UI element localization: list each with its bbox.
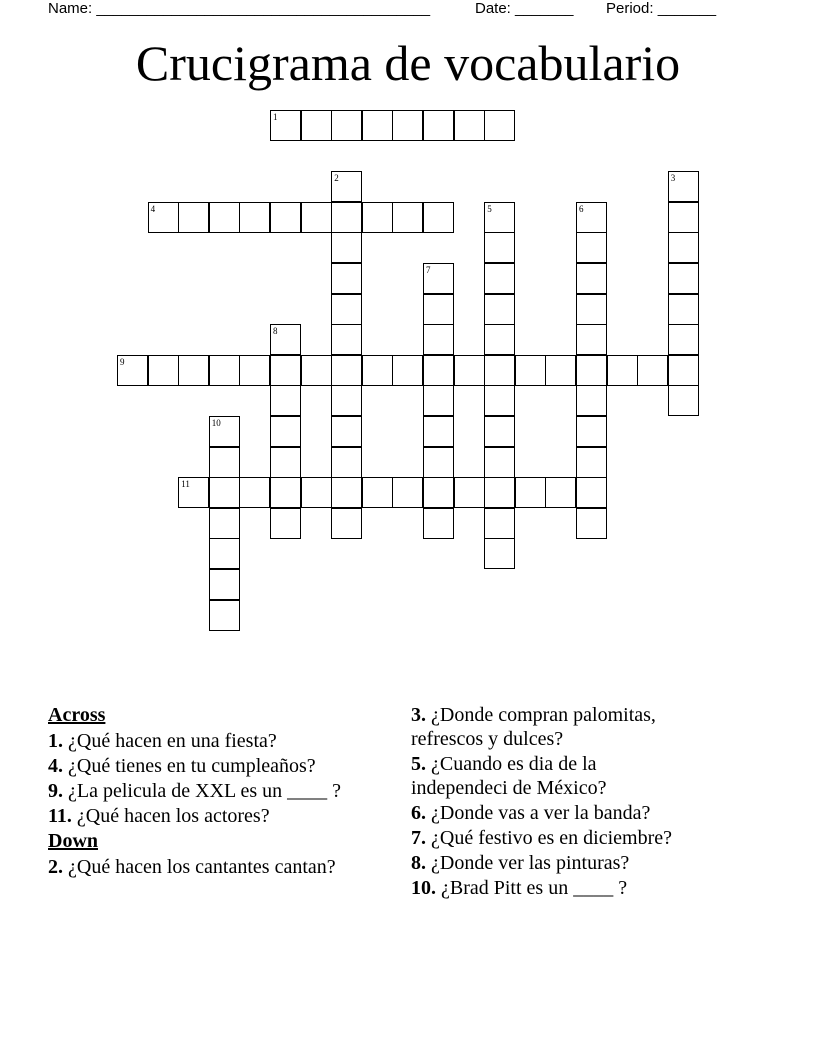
grid-cell[interactable]	[637, 355, 668, 386]
grid-cell[interactable]	[117, 355, 148, 386]
grid-cell[interactable]	[576, 385, 607, 416]
grid-cell[interactable]	[668, 294, 699, 325]
clue-number: 7	[426, 265, 431, 275]
clue-across-1: 1. ¿Qué hacen en una fiesta?	[48, 730, 277, 752]
grid-cell[interactable]	[423, 447, 454, 478]
across-heading: Across	[48, 704, 106, 726]
grid-cell[interactable]	[178, 355, 209, 386]
grid-cell[interactable]	[178, 202, 209, 233]
grid-cell[interactable]	[392, 477, 423, 508]
grid-cell[interactable]	[209, 447, 240, 478]
grid-cell[interactable]	[484, 447, 515, 478]
grid-cell[interactable]	[331, 477, 362, 508]
grid-cell[interactable]	[301, 355, 332, 386]
grid-cell[interactable]	[668, 385, 699, 416]
grid-cell[interactable]	[484, 232, 515, 263]
grid-cell[interactable]	[331, 508, 362, 539]
grid-cell[interactable]	[148, 202, 179, 233]
grid-cell[interactable]	[576, 355, 607, 386]
period-field[interactable]: Period: _______	[606, 0, 717, 17]
clue-across-4: 4. ¿Qué tienes en tu cumpleaños?	[48, 755, 316, 777]
grid-cell[interactable]	[209, 569, 240, 600]
clue-number: 3	[670, 173, 676, 184]
grid-cell[interactable]	[484, 110, 515, 141]
name-field[interactable]: Name: ________________________________________	[48, 0, 431, 17]
clue-down-10: 10. ¿Brad Pitt es un ____ ?	[411, 877, 628, 899]
grid-cell[interactable]	[484, 294, 515, 325]
grid-cell[interactable]	[331, 171, 362, 202]
clue-number: 4	[150, 203, 156, 214]
clue-number: 8	[273, 326, 278, 337]
grid-cell[interactable]	[668, 263, 699, 294]
grid-cell[interactable]	[576, 416, 607, 447]
grid-cell[interactable]	[362, 202, 393, 233]
grid-cell[interactable]	[576, 324, 607, 355]
grid-cell[interactable]	[331, 294, 362, 325]
grid-cell[interactable]	[484, 538, 515, 569]
clues-left-column	[48, 703, 388, 880]
grid-cell[interactable]	[331, 202, 362, 233]
grid-cell[interactable]	[668, 171, 699, 202]
grid-cell[interactable]	[545, 355, 576, 386]
grid-cell[interactable]	[362, 355, 393, 386]
grid-cell[interactable]	[423, 294, 454, 325]
grid-cell[interactable]	[423, 110, 454, 141]
grid-cell[interactable]	[331, 110, 362, 141]
grid-cell[interactable]	[423, 416, 454, 447]
grid-cell[interactable]	[484, 263, 515, 294]
grid-cell[interactable]	[484, 416, 515, 447]
grid-cell[interactable]	[331, 385, 362, 416]
grid-cell[interactable]	[270, 110, 301, 141]
grid-cell[interactable]	[209, 538, 240, 569]
clue-number: 2	[334, 173, 339, 184]
clue-down-8: 8. ¿Donde ver las pinturas?	[411, 852, 630, 874]
grid-cell[interactable]	[270, 324, 301, 355]
grid-cell[interactable]	[423, 385, 454, 416]
grid-cell[interactable]	[239, 477, 270, 508]
grid-cell[interactable]	[239, 202, 270, 233]
clue-down-7: 7. ¿Qué festivo es en diciembre?	[411, 827, 673, 849]
grid-cell[interactable]	[576, 294, 607, 325]
grid-cell[interactable]	[454, 110, 485, 141]
grid-cell[interactable]	[515, 477, 546, 508]
clue-number: 10	[211, 418, 221, 428]
clue-down-6: 6. ¿Donde vas a ver la banda?	[411, 802, 651, 824]
grid-cell[interactable]	[484, 324, 515, 355]
grid-cell[interactable]	[484, 355, 515, 386]
clue-number: 9	[120, 356, 125, 367]
grid-cell[interactable]	[209, 508, 240, 539]
grid-cell[interactable]	[270, 508, 301, 539]
grid-cell[interactable]	[148, 355, 179, 386]
grid-cell[interactable]	[576, 477, 607, 508]
grid-cell[interactable]	[576, 232, 607, 263]
grid-cell[interactable]	[209, 355, 240, 386]
grid-cell[interactable]	[454, 355, 485, 386]
grid-cell[interactable]	[576, 202, 607, 233]
grid-cell[interactable]	[209, 477, 240, 508]
clue-across-9: 9. ¿La pelicula de XXL es un ____ ?	[48, 780, 342, 802]
grid-cell[interactable]	[270, 416, 301, 447]
grid-cell[interactable]	[484, 508, 515, 539]
grid-cell[interactable]	[270, 477, 301, 508]
grid-cell[interactable]	[270, 202, 301, 233]
grid-cell[interactable]	[576, 447, 607, 478]
grid-cell[interactable]	[484, 202, 515, 233]
grid-cell[interactable]	[576, 263, 607, 294]
grid-cell[interactable]	[270, 447, 301, 478]
grid-cell[interactable]	[668, 355, 699, 386]
grid-cell[interactable]	[392, 110, 423, 141]
grid-cell[interactable]	[209, 600, 240, 631]
grid-cell[interactable]	[331, 416, 362, 447]
grid-cell[interactable]	[209, 202, 240, 233]
grid-cell[interactable]	[454, 477, 485, 508]
grid-cell[interactable]	[423, 263, 454, 294]
grid-cell[interactable]	[362, 477, 393, 508]
clue-down-5: 5. ¿Cuando es dia de la independeci de México?	[411, 753, 607, 799]
grid-cell[interactable]	[239, 355, 270, 386]
clue-number: 5	[487, 203, 492, 214]
grid-cell[interactable]	[423, 477, 454, 508]
grid-cell[interactable]	[270, 355, 301, 386]
grid-cell[interactable]	[423, 355, 454, 386]
grid-cell[interactable]	[331, 355, 362, 386]
clue-across-11: 11. ¿Qué hacen los actores?	[48, 805, 270, 827]
clue-number: 6	[579, 203, 584, 214]
date-field[interactable]: Date: _______	[475, 0, 574, 17]
clue-down-2: 2. ¿Qué hacen los cantantes cantan?	[48, 856, 336, 878]
grid-cell[interactable]	[392, 202, 423, 233]
grid-cell[interactable]	[392, 355, 423, 386]
down-heading: Down	[48, 830, 99, 852]
grid-cell[interactable]	[668, 202, 699, 233]
clue-number: 11	[181, 479, 190, 490]
grid-cell[interactable]	[668, 232, 699, 263]
grid-cell[interactable]	[331, 232, 362, 263]
clues-right-column	[411, 703, 741, 901]
grid-cell[interactable]	[270, 385, 301, 416]
grid-cell[interactable]	[484, 477, 515, 508]
grid-cell[interactable]	[423, 508, 454, 539]
clue-down-3: 3. ¿Donde compran palomitas, refrescos y dulces?	[411, 704, 656, 750]
grid-cell[interactable]	[362, 110, 393, 141]
grid-cell[interactable]	[331, 263, 362, 294]
grid-cell[interactable]	[423, 202, 454, 233]
grid-cell[interactable]	[423, 324, 454, 355]
grid-cell[interactable]	[301, 110, 332, 141]
grid-cell[interactable]	[515, 355, 546, 386]
grid-cell[interactable]	[545, 477, 576, 508]
grid-cell[interactable]	[301, 202, 332, 233]
grid-cell[interactable]	[178, 477, 209, 508]
grid-cell[interactable]	[301, 477, 332, 508]
grid-cell[interactable]	[607, 355, 638, 386]
grid-cell[interactable]	[484, 385, 515, 416]
clue-number: 1	[273, 112, 278, 122]
grid-cell[interactable]	[331, 324, 362, 355]
grid-cell[interactable]	[576, 508, 607, 539]
page-title: Crucigrama de vocabulario	[135, 35, 681, 91]
grid-cell[interactable]	[331, 447, 362, 478]
grid-cell[interactable]	[209, 416, 240, 447]
grid-cell[interactable]	[668, 324, 699, 355]
